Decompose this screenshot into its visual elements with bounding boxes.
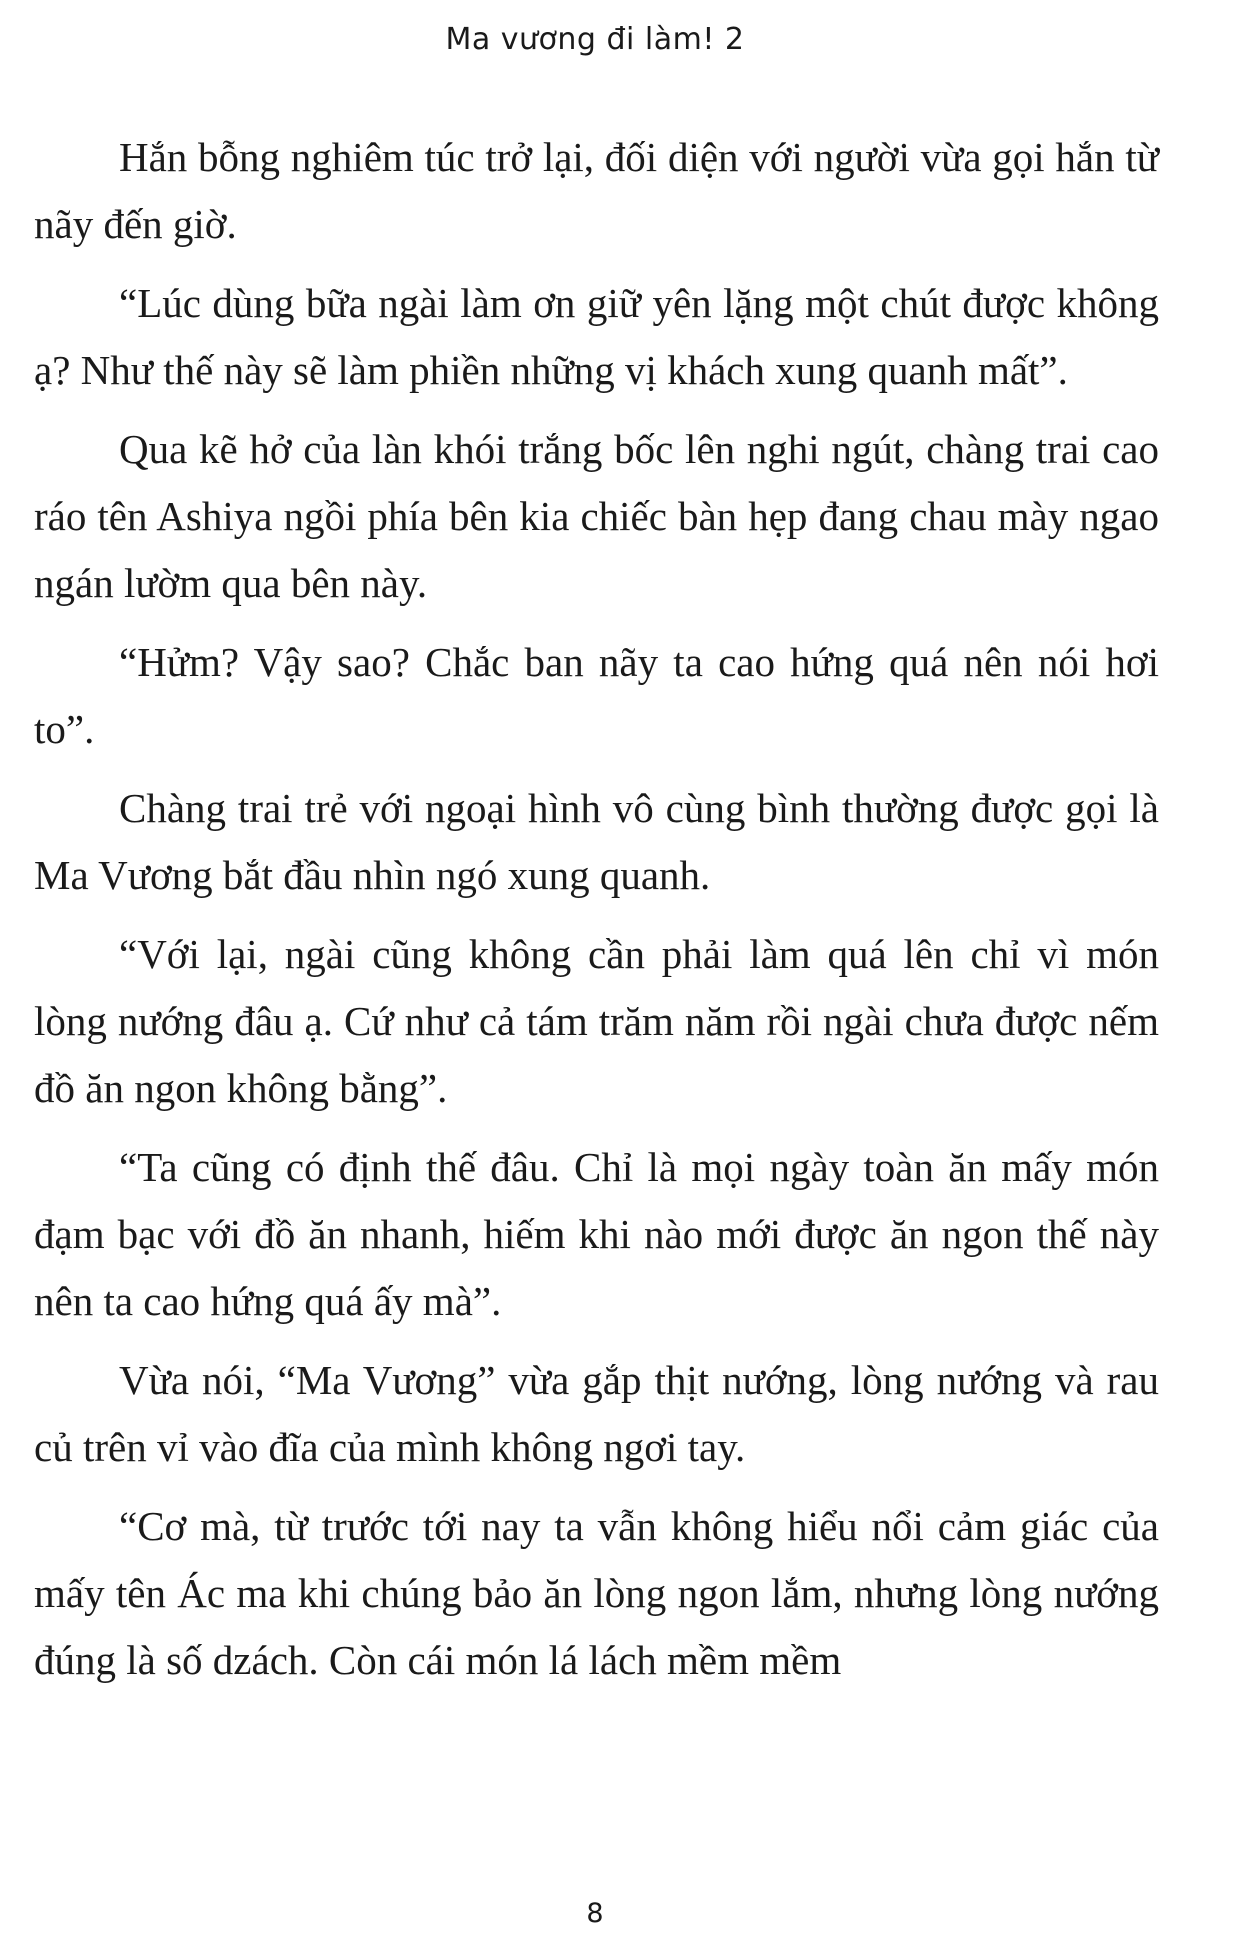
page-number: 8: [586, 1898, 604, 1929]
paragraph: Vừa nói, “Ma Vương” vừa gắp thịt nướng, lòng nướng và rau củ trên vỉ vào đĩa của mình không ngơi tay.: [34, 1357, 1159, 1470]
paragraph: “Lúc dùng bữa ngài làm ơn giữ yên lặng một chút được không ạ? Như thế này sẽ làm phiền những vị khách xung quanh mất”.: [34, 280, 1159, 393]
paragraph: “Ta cũng có định thế đâu. Chỉ là mọi ngày toàn ăn mấy món đạm bạc với đồ ăn nhanh, hiếm khi nào mới được ăn ngon thế này nên ta cao hứng quá ấy mà”.: [34, 1144, 1159, 1324]
paragraph: Qua kẽ hở của làn khói trắng bốc lên nghi ngút, chàng trai cao ráo tên Ashiya ngồi phía bên kia chiếc bàn hẹp đang chau mày ngao ngán lườm qua bên này.: [34, 426, 1159, 606]
paragraph: Chàng trai trẻ với ngoại hình vô cùng bình thường được gọi là Ma Vương bắt đầu nhìn ngó xung quanh.: [34, 785, 1159, 898]
paragraph: “Với lại, ngài cũng không cần phải làm quá lên chỉ vì món lòng nướng đâu ạ. Cứ như cả tám trăm năm rồi ngài chưa được nếm đồ ăn ngon không bằng”.: [34, 931, 1159, 1111]
body-text: [34, 124, 1159, 1706]
paragraph: “Cơ mà, từ trước tới nay ta vẫn không hiểu nổi cảm giác của mấy tên Ác ma khi chúng bảo ăn lòng ngon lắm, nhưng lòng nướng đúng là số dzách. Còn cái món lá lách mềm mềm: [34, 1503, 1159, 1683]
paragraph: Hắn bỗng nghiêm túc trở lại, đối diện với người vừa gọi hắn từ nãy đến giờ.: [34, 134, 1159, 247]
paragraph: “Hửm? Vậy sao? Chắc ban nãy ta cao hứng quá nên nói hơi to”.: [34, 639, 1159, 752]
running-header-title: Ma vương đi làm! 2: [445, 22, 745, 57]
